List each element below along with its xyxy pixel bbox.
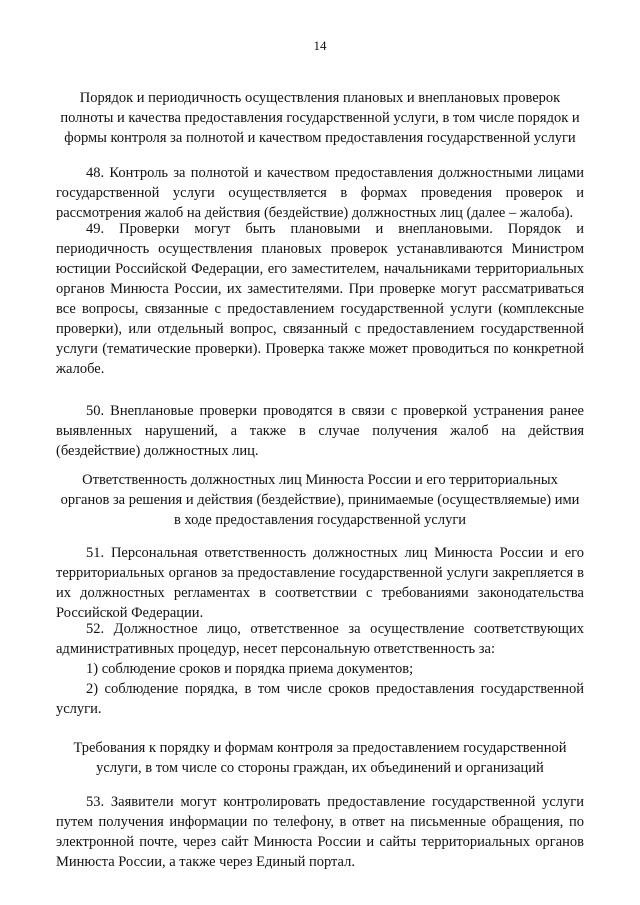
paragraph-49: 49. Проверки могут быть плановыми и внеплановыми. Порядок и периодичность осуществления плановых проверок устанавливаются Министром юстиции Российской Федерации, его заместителем, начальниками территориальных органов Минюста России, их заместителями. При проверке могут рассматриваться все вопросы, связанные с предоставлением государственной услуги (комплексные проверки), или отдельный вопрос, связанный с предоставлением государственной услуги (тематические проверки). Проверка также может проводиться по конкретной жалобе. xyxy=(56,221,584,377)
paragraph-48: 48. Контроль за полнотой и качеством предоставления должностными лицами государственной услуги осуществляется в формах проведения проверок и рассмотрения жалоб на действия (бездействие) должностных лиц (далее – жалоба). xyxy=(56,165,584,221)
paragraph-53: 53. Заявители могут контролировать предоставление государственной услуги путем получения информации по телефону, в ответ на письменные обращения, по электронной почте, через сайт Минюста России и сайты территориальных органов Минюста России, а также через Единый портал. xyxy=(56,794,584,870)
paragraph-52-item-1: 1) соблюдение сроков и порядка приема документов; xyxy=(86,661,414,677)
paragraph-52-item-2: 2) соблюдение порядка, в том числе сроков предоставления государственной услуги. xyxy=(56,681,584,717)
paragraph-52: 52. Должностное лицо, ответственное за осуществление соответствующих административных процедур, несет персональную ответственность за: xyxy=(56,621,584,657)
section-heading-inspections: Порядок и периодичность осуществления плановых и внеплановых проверок полноты и качества предоставления государственной услуги, в том числе порядок и формы контроля за полнотой и качеством предоставления государственной услуги xyxy=(60,90,580,146)
paragraph-50: 50. Внеплановые проверки проводятся в связи с проверкой устранения ранее выявленных нарушений, а также в случае получения жалоб на действия (бездействие) должностных лиц. xyxy=(56,403,584,459)
page-number: 14 xyxy=(313,38,327,53)
section-heading-responsibility: Ответственность должностных лиц Минюста России и его территориальных органов за решения и действия (бездействие), принимаемые (осуществляемые) ими в ходе предоставления государственной услуги xyxy=(60,472,580,528)
section-heading-control-requirements: Требования к порядку и формам контроля за предоставлением государственной услуги, в том числе со стороны граждан, их объединений и организаций xyxy=(73,740,567,776)
paragraph-51: 51. Персональная ответственность должностных лиц Минюста России и его территориальных органов за предоставление государственной услуги закрепляется в их должностных регламентах в соответствии с требованиями законодательства Российской Федерации. xyxy=(56,545,584,621)
